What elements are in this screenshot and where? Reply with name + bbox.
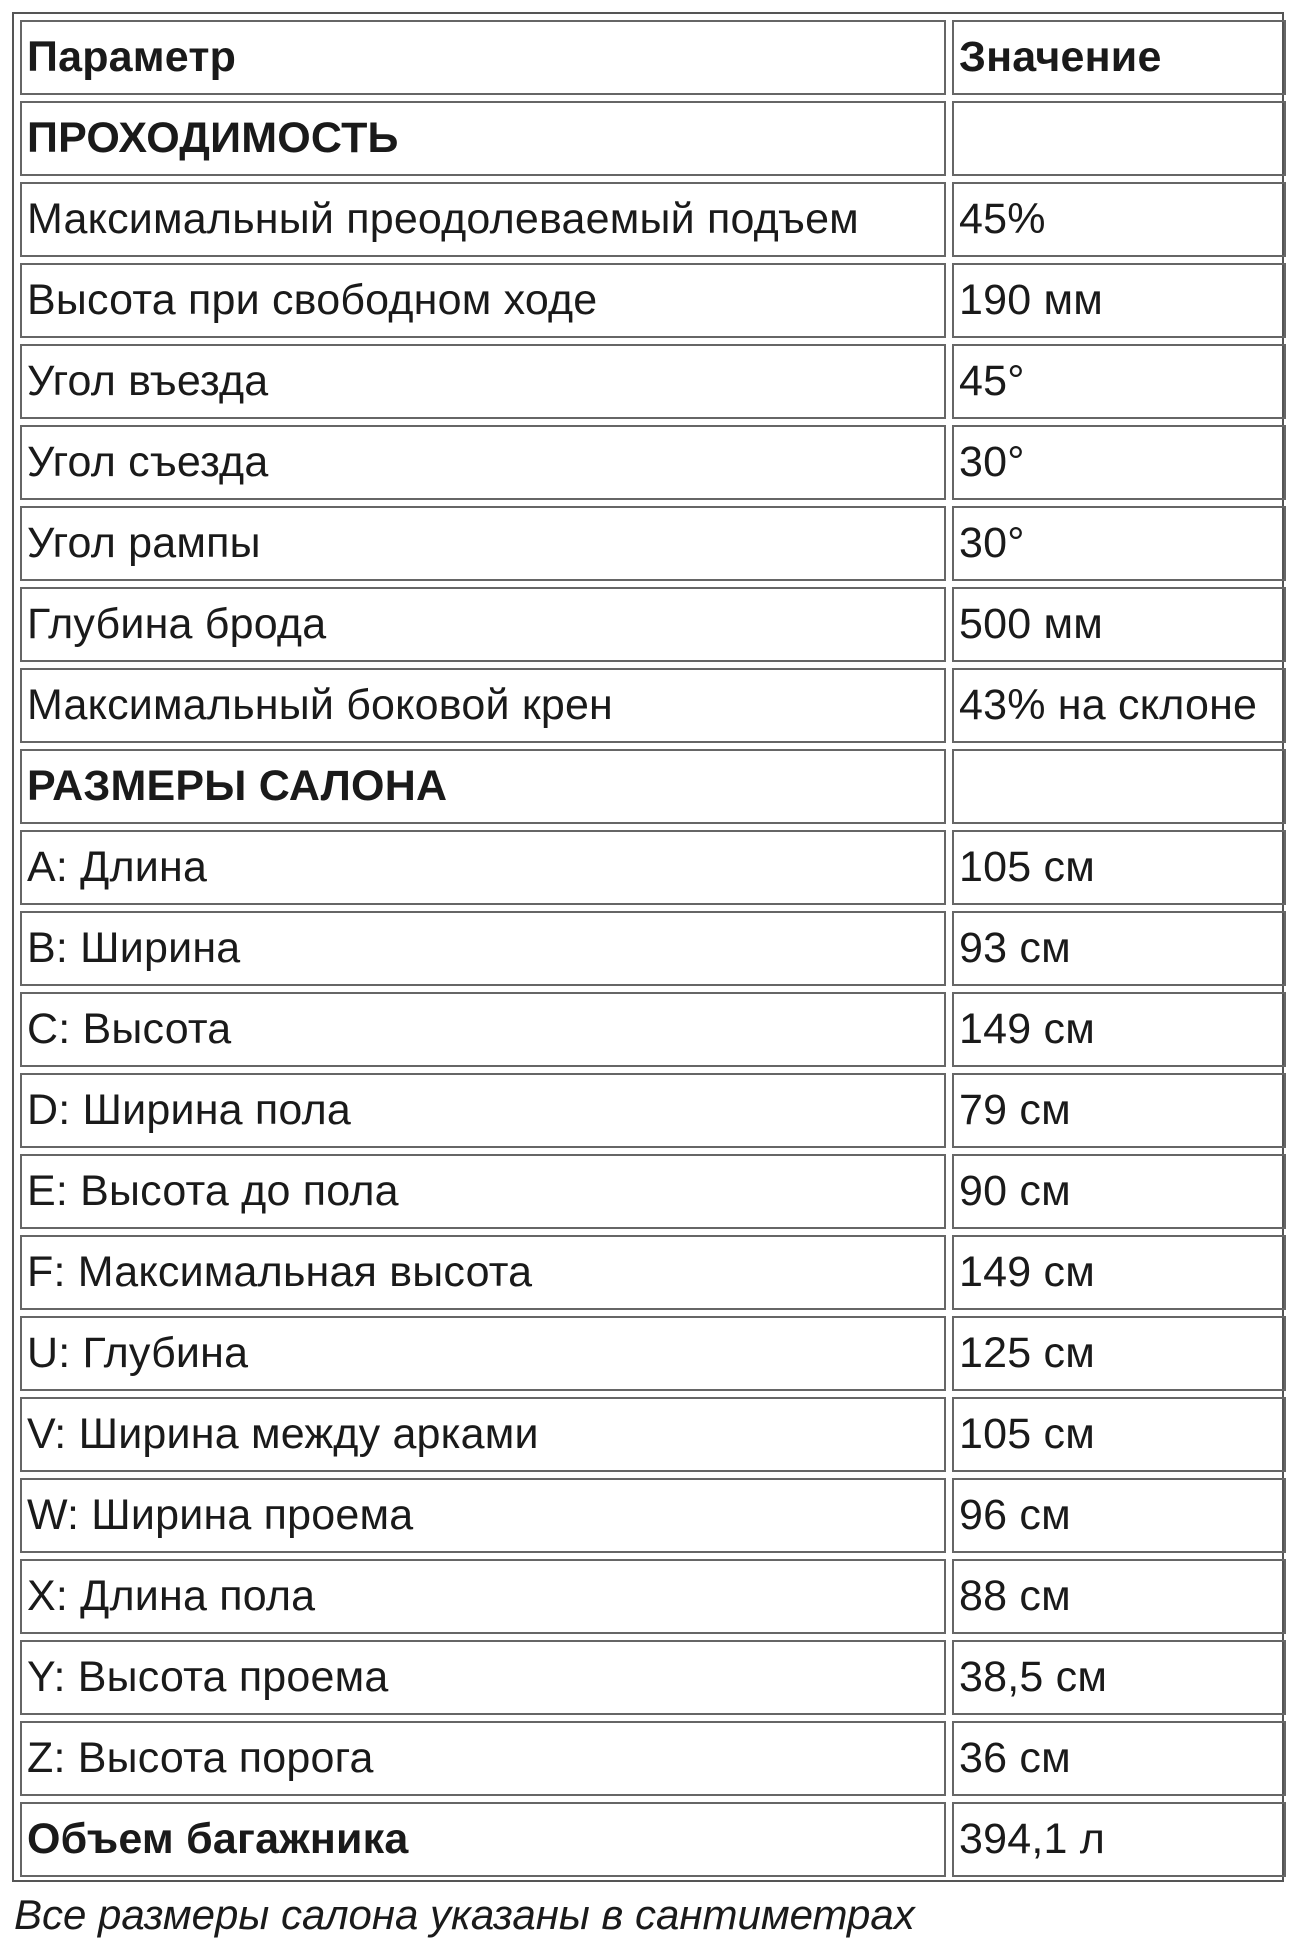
table-row	[20, 1640, 1286, 1715]
table-row	[20, 1154, 1286, 1229]
header-param: Параметр	[20, 20, 946, 95]
value-cell: 43% на склоне	[952, 668, 1286, 743]
table-row	[20, 1235, 1286, 1310]
value-cell: 96 см	[952, 1478, 1286, 1553]
value-cell: 93 см	[952, 911, 1286, 986]
table-row	[20, 911, 1286, 986]
table-header-row	[20, 20, 1286, 95]
param-cell: Глубина брода	[20, 587, 946, 662]
value-cell	[952, 749, 1286, 824]
table-row	[20, 1073, 1286, 1148]
param-cell: ПРОХОДИМОСТЬ	[20, 101, 946, 176]
param-cell: V: Ширина между арками	[20, 1397, 946, 1472]
table-row	[20, 1478, 1286, 1553]
value-cell: 190 мм	[952, 263, 1286, 338]
header-value: Значение	[952, 20, 1286, 95]
value-cell: 38,5 см	[952, 1640, 1286, 1715]
spec-table-body	[20, 101, 1286, 1877]
value-cell: 105 см	[952, 830, 1286, 905]
section-row	[20, 749, 1286, 824]
value-cell: 45%	[952, 182, 1286, 257]
table-row	[20, 668, 1286, 743]
value-cell: 149 см	[952, 992, 1286, 1067]
param-cell: U: Глубина	[20, 1316, 946, 1391]
table-row	[20, 1559, 1286, 1634]
param-cell: Объем багажника	[20, 1802, 946, 1877]
value-cell: 394,1 л	[952, 1802, 1286, 1877]
value-cell: 149 см	[952, 1235, 1286, 1310]
param-cell: РАЗМЕРЫ САЛОНА	[20, 749, 946, 824]
table-row	[20, 587, 1286, 662]
section-row	[20, 101, 1286, 176]
value-cell: 500 мм	[952, 587, 1286, 662]
param-cell: B: Ширина	[20, 911, 946, 986]
value-cell: 88 см	[952, 1559, 1286, 1634]
param-cell: Y: Высота проема	[20, 1640, 946, 1715]
table-row	[20, 344, 1286, 419]
param-cell: X: Длина пола	[20, 1559, 946, 1634]
param-cell: Максимальный преодолеваемый подъем	[20, 182, 946, 257]
param-cell: C: Высота	[20, 992, 946, 1067]
spec-table-frame	[12, 12, 1284, 1882]
param-cell: Максимальный боковой крен	[20, 668, 946, 743]
table-row	[20, 992, 1286, 1067]
value-cell: 45°	[952, 344, 1286, 419]
spec-table	[14, 14, 1292, 1883]
param-cell: Угол въезда	[20, 344, 946, 419]
table-row	[20, 830, 1286, 905]
table-row	[20, 1316, 1286, 1391]
table-row	[20, 1397, 1286, 1472]
table-row	[20, 263, 1286, 338]
param-cell: Z: Высота порога	[20, 1721, 946, 1796]
param-cell: E: Высота до пола	[20, 1154, 946, 1229]
param-cell: F: Максимальная высота	[20, 1235, 946, 1310]
value-cell: 36 см	[952, 1721, 1286, 1796]
param-cell: Высота при свободном ходе	[20, 263, 946, 338]
table-row	[20, 506, 1286, 581]
table-row	[20, 425, 1286, 500]
section-row	[20, 1802, 1286, 1877]
param-cell: D: Ширина пола	[20, 1073, 946, 1148]
value-cell: 125 см	[952, 1316, 1286, 1391]
value-cell: 90 см	[952, 1154, 1286, 1229]
value-cell: 30°	[952, 506, 1286, 581]
table-row	[20, 182, 1286, 257]
value-cell: 79 см	[952, 1073, 1286, 1148]
param-cell: Угол съезда	[20, 425, 946, 500]
table-row	[20, 1721, 1286, 1796]
value-cell: 105 см	[952, 1397, 1286, 1472]
value-cell	[952, 101, 1286, 176]
footnote: Все размеры салона указаны в сантиметрах	[14, 1891, 915, 1938]
param-cell: W: Ширина проема	[20, 1478, 946, 1553]
param-cell: A: Длина	[20, 830, 946, 905]
param-cell: Угол рампы	[20, 506, 946, 581]
value-cell: 30°	[952, 425, 1286, 500]
